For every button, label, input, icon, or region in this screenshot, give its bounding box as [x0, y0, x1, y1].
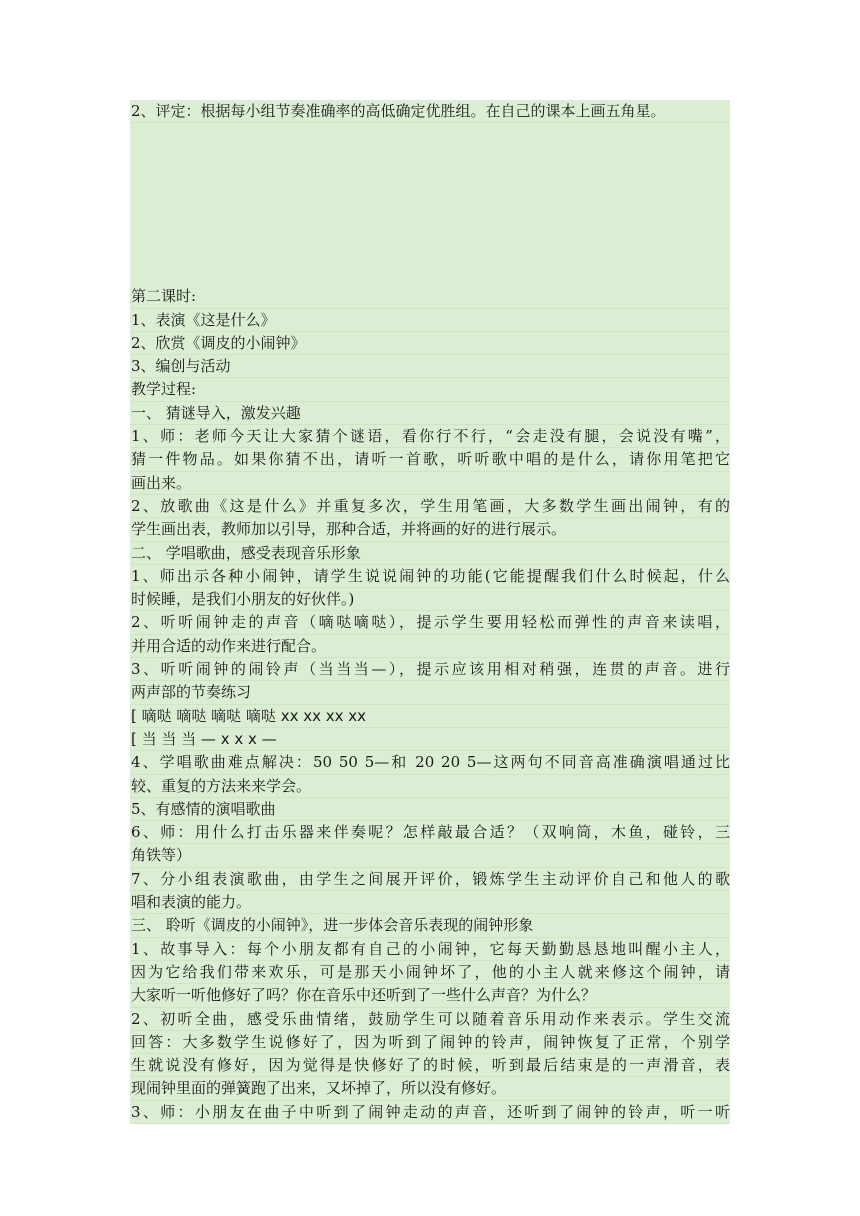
- lesson2-item: 2、欣赏《调皮的小闹钟》: [130, 332, 730, 355]
- paragraph-line: 3、听听闹钟的闹铃声（当当当—），提示应该用相对稍强，连贯的声音。进行: [130, 658, 730, 681]
- paragraph-line: 3、师：小朋友在曲子中听到了闹钟走动的声音，还听到了闹钟的铃声，听一听: [130, 1101, 730, 1124]
- paragraph-line: 两声部的节奏练习: [130, 681, 730, 704]
- paragraph-line: 现闹钟里面的弹簧跑了出来，又坏掉了，所以没有修好。: [130, 1077, 730, 1100]
- paragraph-line: 因为它给我们带来欢乐，可是那天小闹钟坏了，他的小主人就来修这个闹钟，请: [130, 961, 730, 984]
- paragraph-line: 5、有感情的演唱歌曲: [130, 798, 730, 821]
- paragraph-line: 画出来。: [130, 472, 730, 495]
- evaluation-line: 2、评定：根据每小组节奏准确率的高低确定优胜组。在自己的课本上画五角星。: [130, 100, 730, 123]
- lesson2-item: 3、编创与活动: [130, 355, 730, 378]
- paragraph-line: 学生画出表，教师加以引导，那种合适，并将画的好的进行展示。: [130, 518, 730, 541]
- paragraph-line: 1、师：老师今天让大家猜个谜语，看你行不行，“会走没有腿，会说没有嘴”，: [130, 425, 730, 448]
- paragraph-line: 角铁等）: [130, 844, 730, 867]
- section3-title: 三、 聆听《调皮的小闹钟》，进一步体会音乐表现的闹钟形象: [130, 914, 730, 937]
- paragraph-line: 并用合适的动作来进行配合。: [130, 635, 730, 658]
- paragraph-line: 2、听听闹钟走的声音（嘀哒嘀哒），提示学生要用轻松而弹性的声音来读唱，: [130, 611, 730, 634]
- paragraph-line: 2、初听全曲，感受乐曲情绪，鼓励学生可以随着音乐用动作来表示。学生交流: [130, 1008, 730, 1031]
- paragraph-line: 回答：大多数学生说修好了，因为听到了闹钟的铃声，闹钟恢复了正常，个别学: [130, 1031, 730, 1054]
- paragraph-line: 较、重复的方法来来学会。: [130, 775, 730, 798]
- paragraph-line: 4、学唱歌曲难点解决：50 50 5—和 20 20 5—这两句不同音高准确演唱通过比: [130, 751, 730, 774]
- paragraph-line: 猜一件物品。如果你猜不出，请听一首歌，听听歌中唱的是什么，请你用笔把它: [130, 448, 730, 471]
- paragraph-line: 1、故事导入：每个小朋友都有自己的小闹钟，它每天勤勤恳恳地叫醒小主人，: [130, 938, 730, 961]
- rhythm-line: [ 当 当 当 — x x x —: [130, 728, 730, 751]
- section1-title: 一、 猜谜导入，激发兴趣: [130, 402, 730, 425]
- paragraph-line: 1、师出示各种小闹钟，请学生说说闹钟的功能(它能提醒我们什么时候起，什么: [130, 565, 730, 588]
- section2-title: 二、 学唱歌曲，感受表现音乐形象: [130, 542, 730, 565]
- blank-space: [130, 123, 730, 285]
- document-page: [130, 100, 730, 1124]
- lesson2-item: 1、表演《这是什么》: [130, 309, 730, 332]
- paragraph-line: 生就说没有修好，因为觉得是快修好了的时候，听到最后结束是的一声滑音，表: [130, 1054, 730, 1077]
- paragraph-line: 大家听一听他修好了吗？你在音乐中还听到了一些什么声音？为什么？: [130, 984, 730, 1007]
- paragraph-line: 2、放歌曲《这是什么》并重复多次，学生用笔画，大多数学生画出闹钟，有的: [130, 495, 730, 518]
- process-label: 教学过程:: [130, 378, 730, 401]
- lesson2-heading: 第二课时:: [130, 285, 730, 308]
- paragraph-line: 6、师：用什么打击乐器来伴奏呢？怎样敲最合适？（双响筒，木鱼，碰铃，三: [130, 821, 730, 844]
- paragraph-line: 7、分小组表演歌曲，由学生之间展开评价，锻炼学生主动评价自己和他人的歌: [130, 868, 730, 891]
- paragraph-line: 时候睡，是我们小朋友的好伙伴。): [130, 588, 730, 611]
- paragraph-line: 唱和表演的能力。: [130, 891, 730, 914]
- rhythm-line: [ 嘀哒 嘀哒 嘀哒 嘀哒 xx xx xx xx: [130, 705, 730, 728]
